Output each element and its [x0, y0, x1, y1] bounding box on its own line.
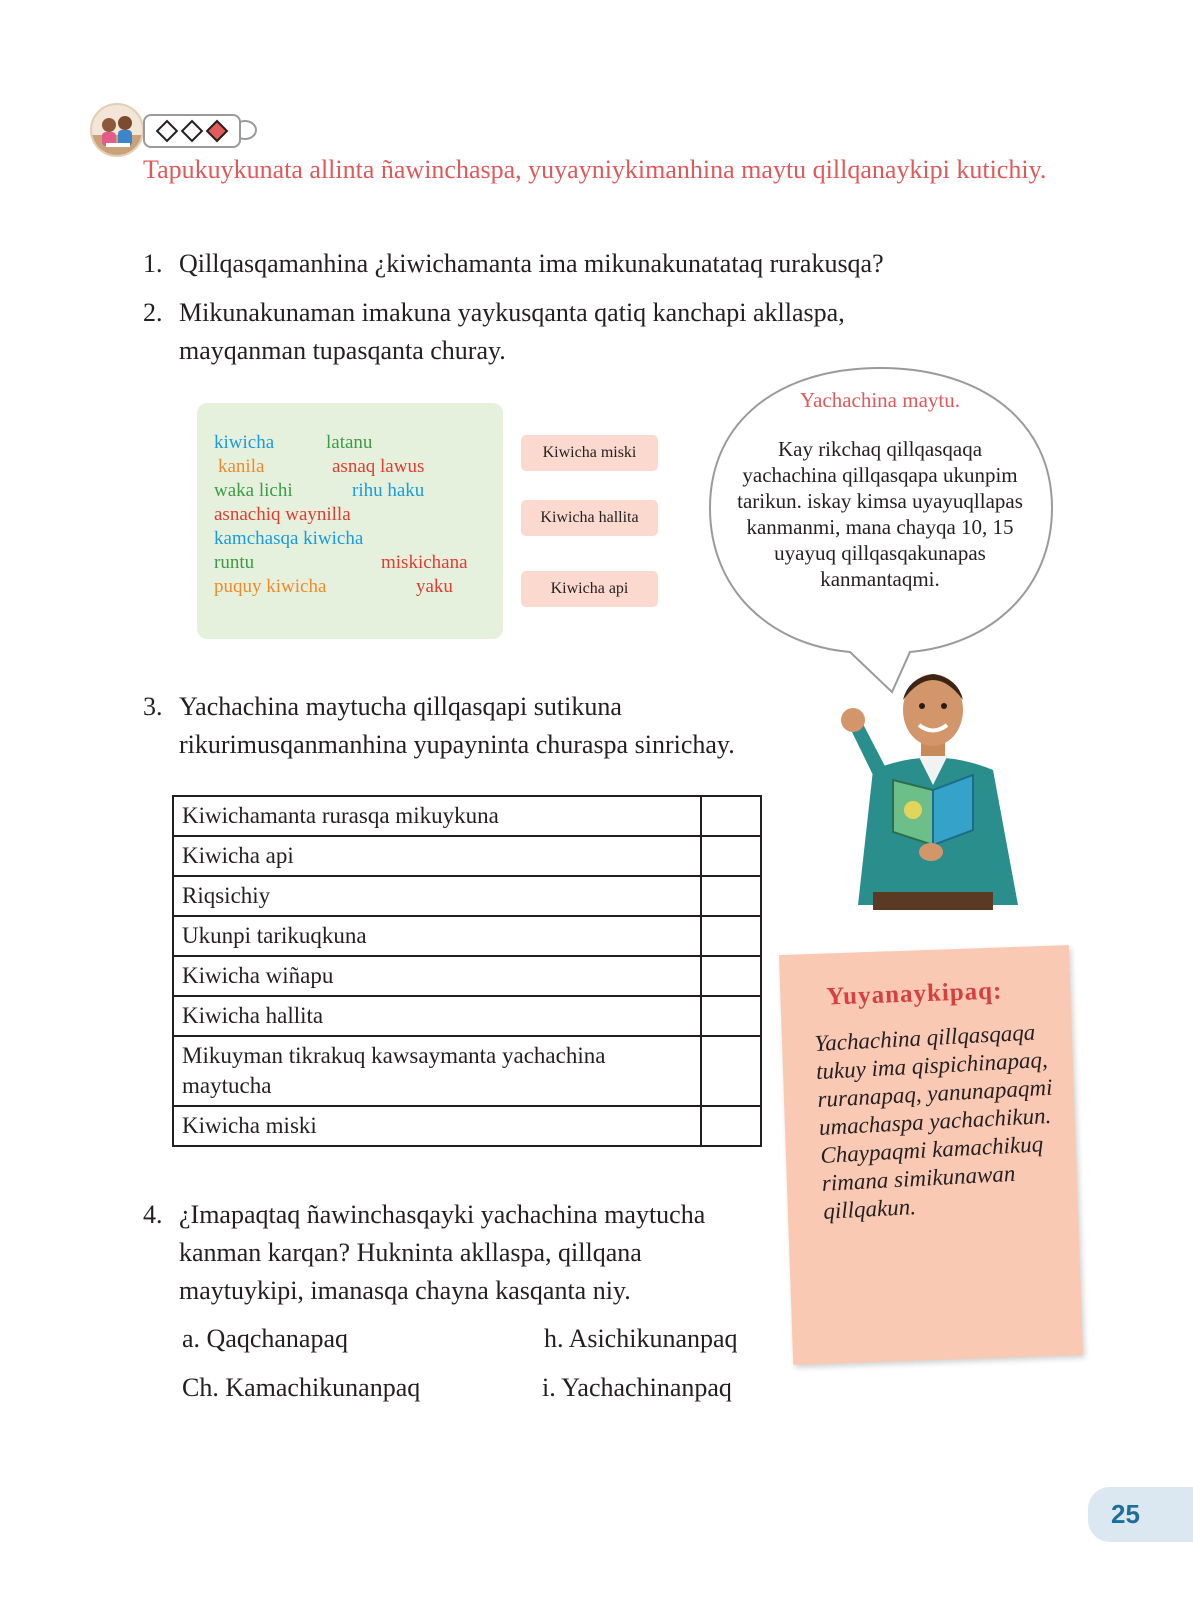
table-row: [173, 1036, 761, 1106]
activity-icon: [90, 103, 144, 157]
row-label: Kiwicha api: [173, 836, 701, 876]
answer-option-ch: Ch. Kamachikunanpaq: [182, 1373, 421, 1402]
ingredient-word: kanila: [218, 456, 265, 477]
bubble-title: Yachachina maytu.: [800, 388, 960, 412]
row-label: Kiwicha miski: [173, 1106, 701, 1146]
question-number: 2.: [143, 298, 163, 327]
row-label: Mikuyman tikrakuq kawsaymanta yachachina maytucha: [173, 1036, 701, 1106]
row-label: Kiwicha hallita: [173, 996, 701, 1036]
number-entry-cell[interactable]: [701, 916, 761, 956]
table-row: [173, 796, 761, 836]
ingredients-word-box: [197, 403, 503, 639]
bubble-text: Kay rikchaq qillqasqaqa yachachina qillqasqapa ukunpim tarikun. iskay kimsa uyayuqllapas kanmanmi, mana chayqa 10, 15 uyayuq qillqasqakunapas kanmantaqmi.: [737, 437, 1023, 591]
question-1: [143, 245, 1043, 285]
question-number: 1.: [143, 249, 163, 278]
table-row: [173, 1106, 761, 1146]
question-3: [143, 688, 843, 768]
ingredient-word: asnaq lawus: [332, 456, 425, 477]
row-label: Ukunpi tarikuqkuna: [173, 916, 701, 956]
question-text: Qillqasqamanhina ¿kiwichamanta ima mikunakunatataq rurakusqa?: [179, 249, 884, 278]
question-number: 3.: [143, 692, 163, 721]
ingredient-word: latanu: [326, 432, 373, 453]
question-text: kanman karqan? Hukninta akllaspa, qillqana: [179, 1238, 642, 1267]
answer-option-i: i. Yachachinanpaq: [542, 1373, 732, 1402]
table-row: [173, 956, 761, 996]
teacher-reading-book-illustration: [833, 660, 1033, 910]
level-diamond-filled-icon: [206, 120, 229, 143]
ingredient-word: waka lichi: [214, 480, 293, 501]
number-entry-cell[interactable]: [701, 1106, 761, 1146]
number-entry-cell[interactable]: [701, 1036, 761, 1106]
tip-title: Yuyanaykipaq:: [825, 977, 1003, 1011]
checklist-table: [172, 795, 762, 1147]
recipe-card: Kiwicha hallita: [521, 500, 658, 536]
number-entry-cell[interactable]: [701, 956, 761, 996]
question-number: 4.: [143, 1200, 163, 1229]
instruction-text: Tapukuykunata allinta ñawinchaspa, yuyayniykimanhina maytu qillqanaykipi kutichiy.: [143, 155, 1047, 184]
table-row: [173, 916, 761, 956]
number-entry-cell[interactable]: [701, 836, 761, 876]
answer-option-a: a. Qaqchanapaq: [182, 1324, 349, 1353]
table-row: [173, 836, 761, 876]
ingredient-word: rihu haku: [352, 480, 425, 501]
number-entry-cell[interactable]: [701, 876, 761, 916]
question-text: Yachachina maytucha qillqasqapi sutikuna: [179, 692, 622, 721]
question-text: maytuykipi, imanasqa chayna kasqanta niy.: [179, 1276, 631, 1305]
question-text: Mikunakunaman imakuna yaykusqanta qatiq kanchapi akllaspa,: [179, 298, 845, 327]
tip-text: Yachachina qillqasqaqa tukuy ima qispichinapaq, ruranapaq, yanunapaqmi umachaspa yachachikun. Chaypaqmi kamachikuq rimana simikunawan qillqakun.: [813, 1019, 1053, 1224]
page-number-tab: [1088, 1487, 1193, 1542]
table-row: [173, 876, 761, 916]
page-number: 25: [1111, 1499, 1140, 1529]
number-entry-cell[interactable]: [701, 996, 761, 1036]
ingredient-word: yaku: [416, 576, 453, 597]
ingredient-word: miskichana: [381, 552, 468, 573]
difficulty-level-icon: [143, 114, 241, 148]
question-text: mayqanman tupasqanta churay.: [179, 336, 506, 365]
question-text: rikurimusqanmanhina yupayninta churaspa sinrichay.: [179, 730, 735, 759]
answer-option-h: h. Asichikunanpaq: [544, 1324, 738, 1353]
row-label: Riqsichiy: [173, 876, 701, 916]
level-diamond-icon: [181, 120, 204, 143]
row-label: Kiwicha wiñapu: [173, 956, 701, 996]
ingredient-word: runtu: [214, 552, 255, 573]
recipe-card: Kiwicha miski: [521, 435, 658, 471]
table-row: [173, 996, 761, 1036]
row-label: Kiwichamanta rurasqa mikuykuna: [173, 796, 701, 836]
level-diamond-icon: [156, 120, 179, 143]
question-4: [143, 1196, 783, 1316]
recipe-card: Kiwicha api: [521, 571, 658, 607]
ingredient-word: kamchasqa kiwicha: [214, 528, 364, 549]
number-entry-cell[interactable]: [701, 796, 761, 836]
ingredient-word: asnachiq waynilla: [214, 504, 351, 525]
question-text: ¿Imapaqtaq ñawinchasqayki yachachina maytucha: [179, 1200, 706, 1229]
ingredient-word: puquy kiwicha: [214, 576, 327, 597]
tip-card: [779, 945, 1083, 1365]
ingredient-word: kiwicha: [214, 432, 275, 453]
